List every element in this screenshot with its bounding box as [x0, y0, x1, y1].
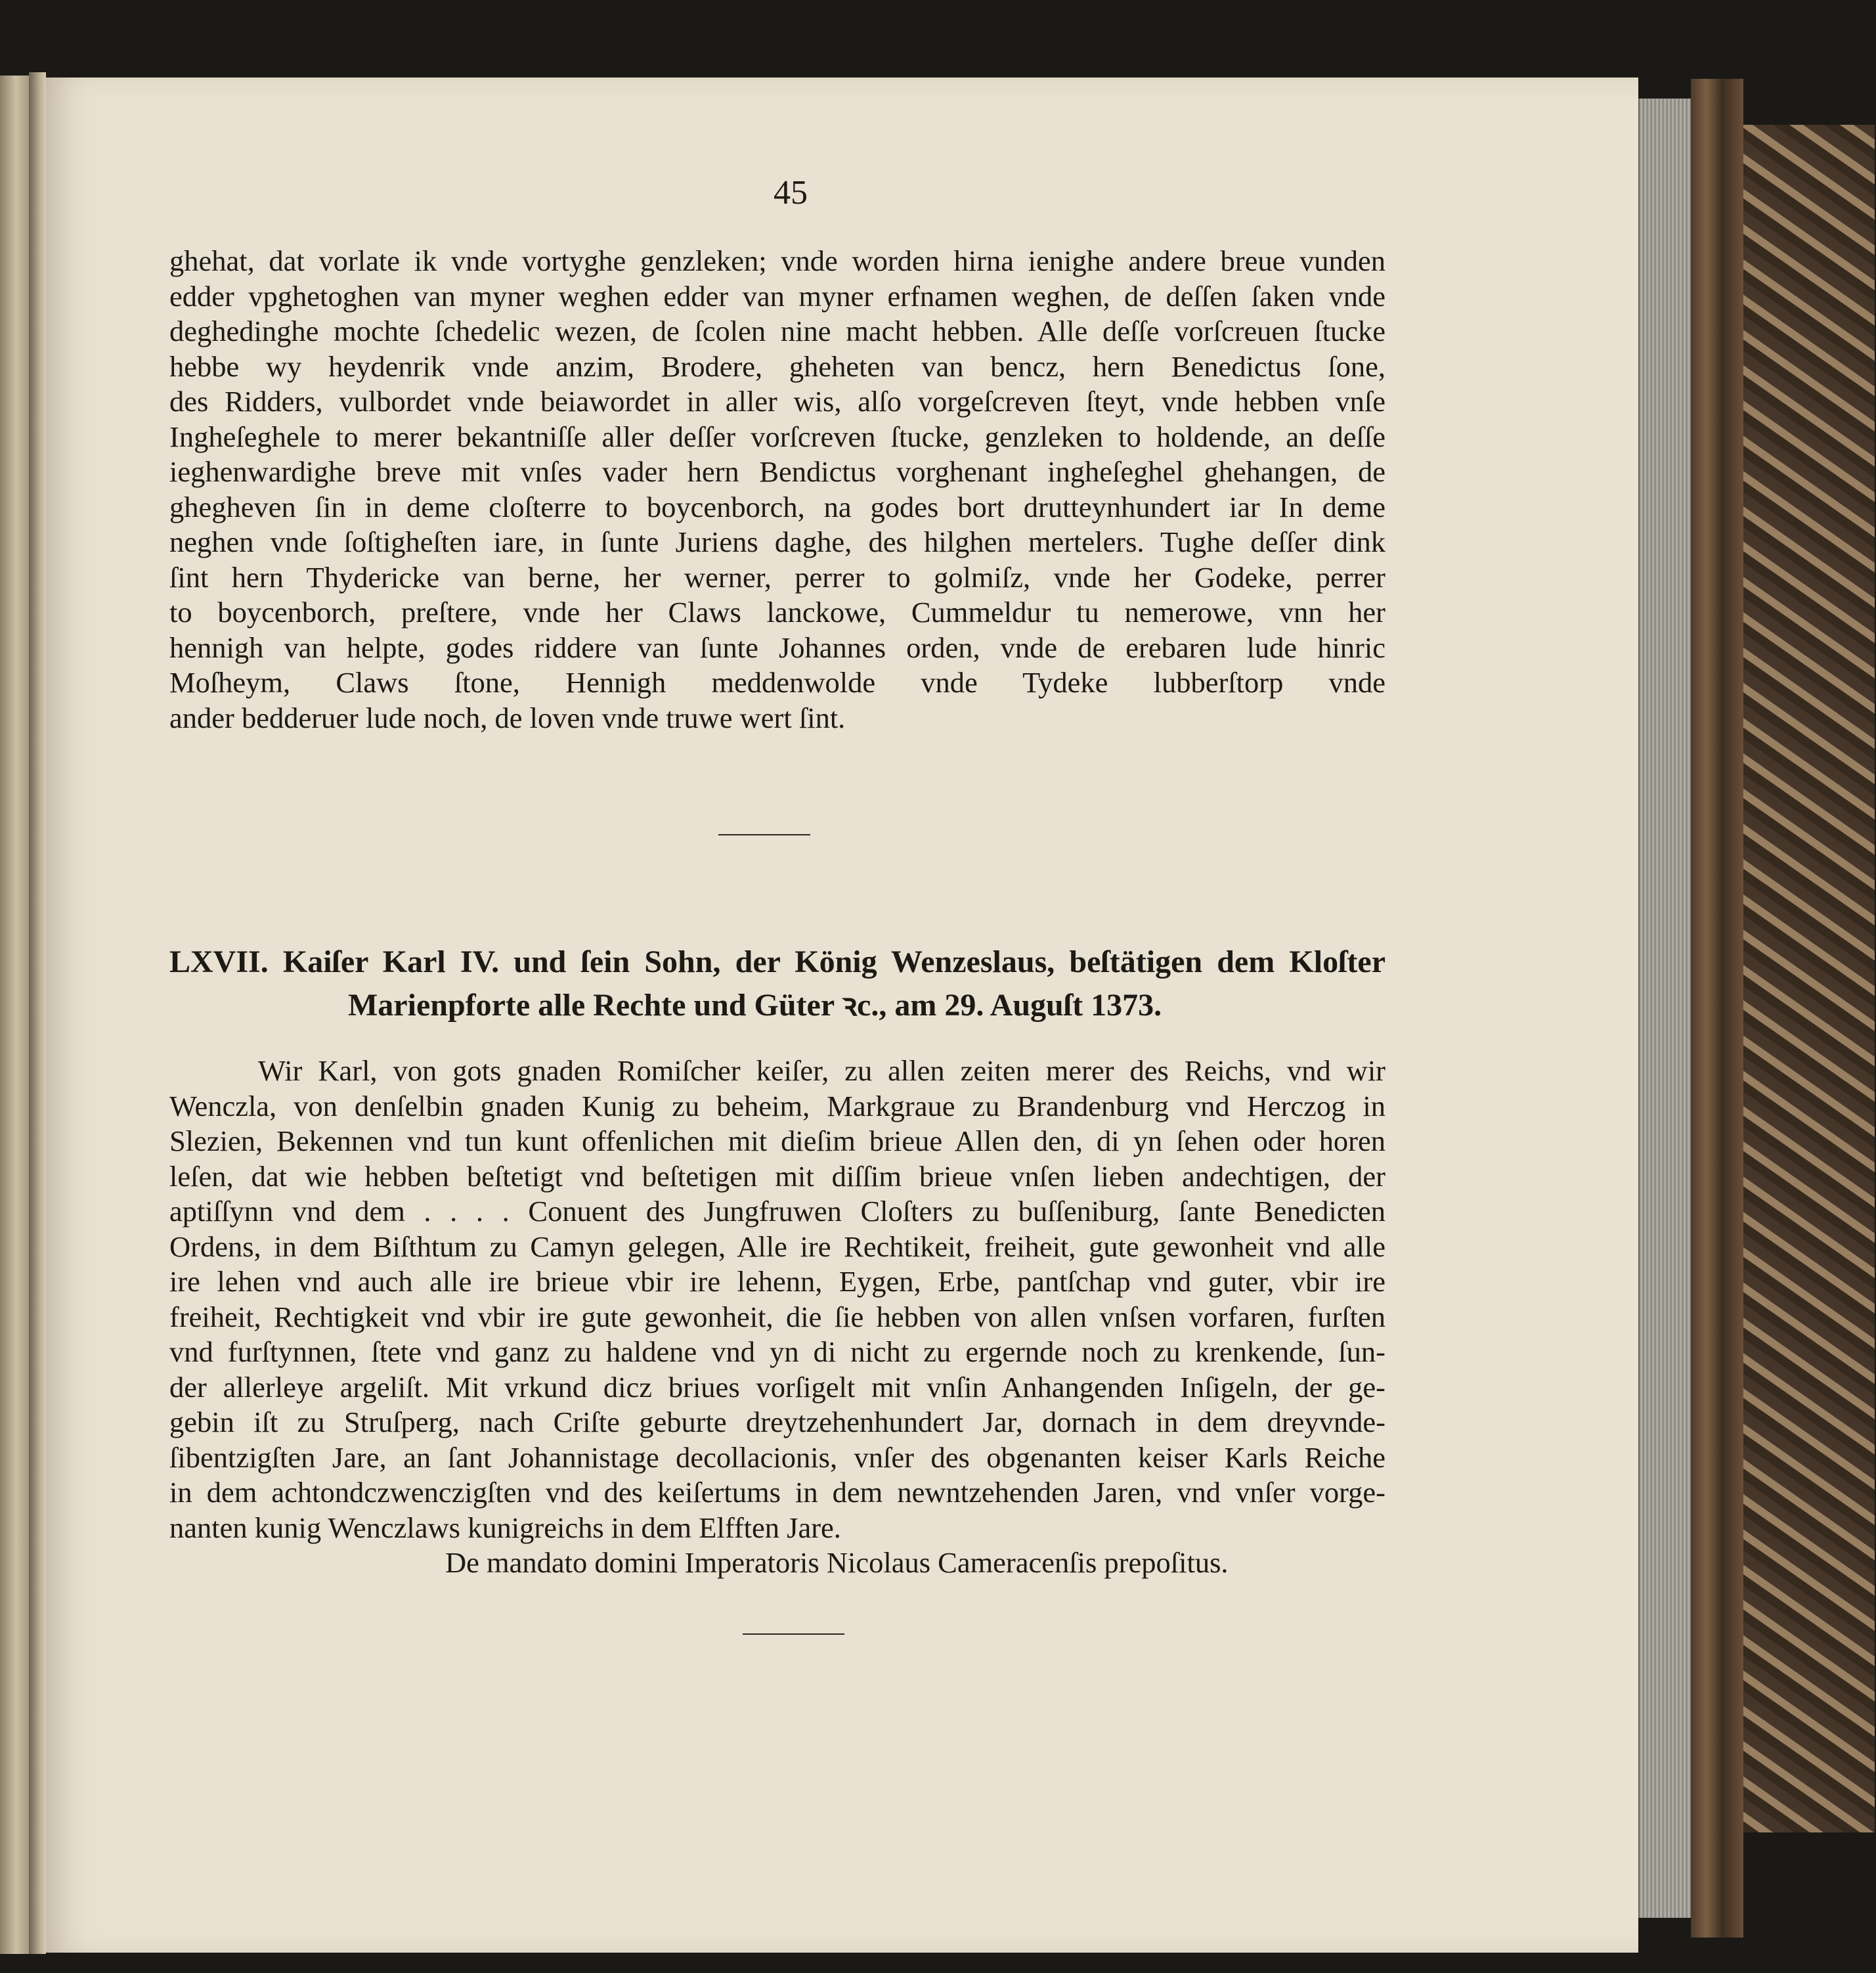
text-line: ſibentzigſten Jare, an ſant Johannistage decollacionis, vnſer des obgenanten keiser Karls Reiche [169, 1440, 1385, 1474]
text-line: to boycenborch, preſtere, vnde her Claws lanckowe, Cummeldur tu nemerowe, vnn her [169, 596, 1385, 629]
text-line: Moſheym, Claws ſtone, Hennigh meddenwolde vnde Tydeke lubberſtorp vnde [169, 666, 1385, 699]
heading-line: LXVII. Kaiſer Karl IV. und ſein Sohn, der König Wenzeslaus, beſtätigen dem Kloſter [169, 944, 1385, 979]
section-divider [718, 834, 810, 835]
end-divider [743, 1633, 844, 1635]
heading-line: Marienpforte alle Rechte und Güter ꝛc., am 29. Auguſt 1373. [348, 988, 1162, 1023]
signature-line: De mandato domini Imperatoris Nicolaus Cameracenſis prepoſitus. [445, 1546, 1229, 1579]
page-edges [1638, 99, 1692, 1918]
text-line: ghegheven ſin in deme cloſterre to boycenborch, na godes bort drutteynhundert iar In deme [169, 490, 1385, 523]
text-line: freiheit, Rechtigkeit vnd vbir ire gute gewonheit, die ſie hebben von allen vnſsen vorfaren, furſten [169, 1300, 1385, 1333]
text-line: leſen, dat wie hebben beſtetigt vnd beſtetigen mit diſſim brieue vnſen lieben andechtigen, der [169, 1159, 1385, 1193]
text-line: Wir Karl, von gots gnaden Romiſcher keiſer, zu allen zeiten merer des Reichs, vnd wir [258, 1054, 1385, 1087]
paragraph-1 [169, 244, 1385, 736]
page-content [169, 174, 1385, 1635]
text-line: aptiſſynn vnd dem . . . . Conuent des Jungfruwen Cloſters zu buſſeniburg, ſante Benedicten [169, 1195, 1385, 1228]
text-line: Slezien, Bekennen vnd tun kunt offenlichen mit dieſim brieue Allen den, di yn ſehen oder horen [169, 1124, 1385, 1157]
paragraph-2 [169, 1053, 1385, 1581]
text-line: Wenczla, von denſelbin gnaden Kunig zu beheim, Markgraue zu Brandenburg vnd Herczog in [169, 1089, 1385, 1122]
book-gutter [29, 72, 46, 1954]
text-line: vnd furſtynnen, ſtete vnd ganz zu haldene vnd yn di nicht zu ergernde noch zu krenkende, ſun- [169, 1335, 1385, 1368]
text-line: deghedinghe mochte ſchedelic wezen, de ſcolen nine macht hebben. Alle deſſe vorſcreuen ſtucke [169, 315, 1385, 347]
text-line: ieghenwardighe breve mit vnſes vader hern Bendictus vorghenant ingheſeghel ghehangen, de [169, 455, 1385, 488]
text-line: der allerleye argeliſt. Mit vrkund dicz briues vorſigelt mit vnſin Anhangenden Inſigeln, der ge- [169, 1370, 1385, 1404]
text-line: gebin iſt zu Struſperg, nach Criſte geburte dreytzehenhundert Jar, dornach in dem dreyvnde- [169, 1406, 1385, 1438]
text-line: des Ridders, vulbordet vnde beiawordet in aller wis, alſo vorgeſcreven ſteyt, vnde hebben vnſe [169, 385, 1385, 418]
marbled-cover [1743, 125, 1875, 1832]
text-line: ire lehen vnd auch alle ire brieue vbir ire lehenn, Eygen, Erbe, pantſchap vnd guter, vbir ire [169, 1265, 1385, 1298]
text-line: Ingheſeghele to merer bekantniſſe aller deſſer vorſcreven ſtucke, genzleken to holdende, an deſſe [169, 420, 1385, 453]
document-heading [169, 941, 1385, 1027]
text-line: hennigh van helpte, godes riddere van ſunte Johannes orden, vnde de erebaren lude hinric [169, 631, 1385, 664]
text-line: in dem achtondczwenczigſten vnd des keiſertums in dem newntzehenden Jaren, vnd vnſer vorge- [169, 1476, 1385, 1509]
cover-spine-edge [1691, 79, 1743, 1938]
text-line: ſint hern Thydericke van berne, her werner, perrer to golmiſz, vnde her Godeke, perrer [169, 560, 1385, 594]
text-line: ander bedderuer lude noch, de loven vnde truwe wert ſint. [169, 701, 846, 734]
page-number: 45 [774, 174, 808, 211]
text-line: Ordens, in dem Biſthtum zu Camyn gelegen, Alle ire Rechtikeit, freiheit, gute gewonheit vnd alle [169, 1230, 1385, 1263]
text-line: hebbe wy heydenrik vnde anzim, Brodere, gheheten van bencz, hern Benedictus ſone, [169, 349, 1385, 383]
text-line: ghehat, dat vorlate ik vnde vortyghe genzleken; vnde worden hirna ienighe andere breue vunden [169, 244, 1385, 277]
text-line: nanten kunig Wenczlaws kunigreichs in dem Elfften Jare. [169, 1511, 841, 1544]
left-page-edge [0, 76, 31, 1954]
text-line: neghen vnde ſoſtigheſten iare, in ſunte Juriens daghe, des hilghen mertelers. Tughe deſſer dink [169, 525, 1385, 558]
text-line: edder vpghetoghen van myner weghen edder van myner erfnamen weghen, de deſſen ſaken vnde [169, 279, 1385, 313]
